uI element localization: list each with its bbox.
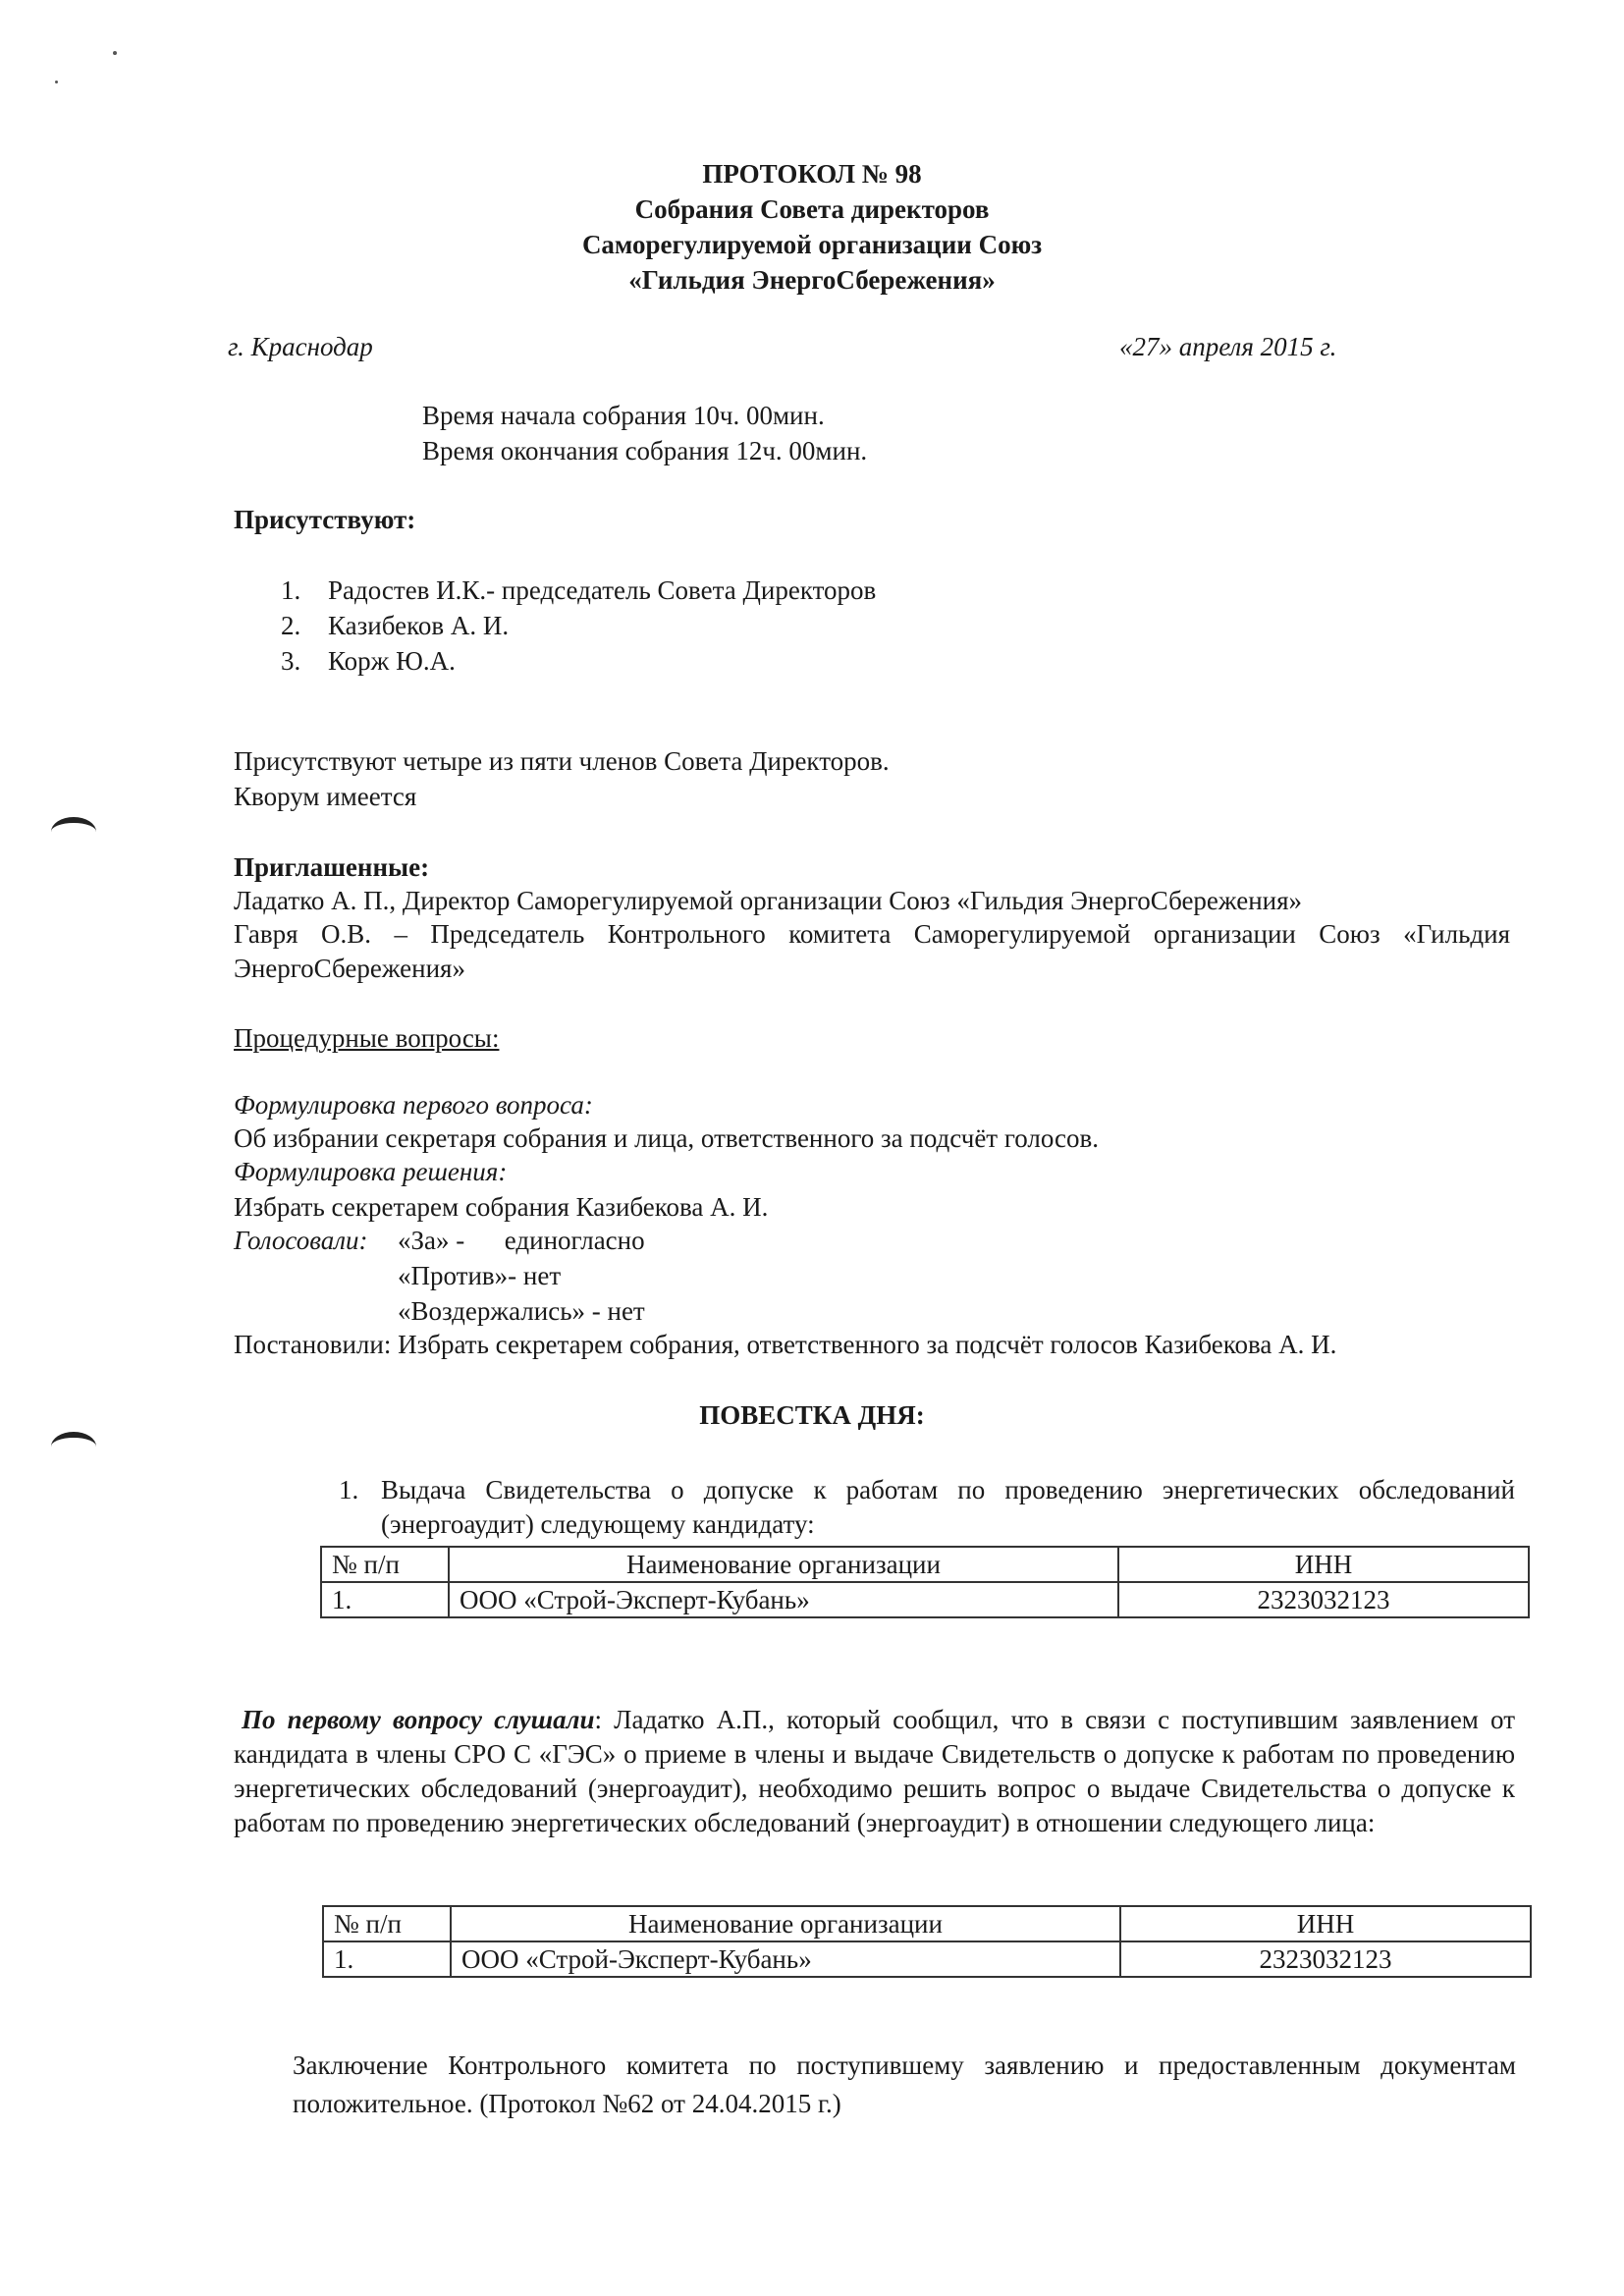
quorum-status: Кворум имеется bbox=[234, 782, 417, 811]
candidate-table bbox=[320, 1546, 1530, 1618]
table-header-cell: Наименование организации bbox=[451, 1906, 1120, 1941]
procedural-heading: Процедурные вопросы: bbox=[234, 1023, 500, 1053]
table-cell: 1. bbox=[323, 1941, 451, 1977]
agenda-heading: ПОВЕСТКА ДНЯ: bbox=[699, 1400, 925, 1430]
heard-text: : Ладатко А.П., который сообщил, что в связи с поступившим заявлением от кандидата в члены СРО С «ГЭС» о приеме в члены и выдаче Свидетельств о допуске к работам по проведению энергетических обследований (энергоаудит), необходимо решить вопрос о выдаче Свидетельства о допуске к работам по проведению энергетических обследований (энергоаудит) в отношении следующего лица: bbox=[234, 1705, 1515, 1838]
table-header-cell: Наименование организации bbox=[449, 1547, 1118, 1582]
present-list-item bbox=[281, 574, 876, 608]
table-cell: ООО «Строй-Эксперт-Кубань» bbox=[449, 1582, 1118, 1617]
scan-speck bbox=[55, 81, 58, 83]
invited-person-2: Гавря О.В. – Председатель Контрольного комитета Саморегулируемой организации Союз «Гильдия ЭнергоСбережения» bbox=[234, 919, 1510, 984]
meeting-place: г. Краснодар bbox=[228, 332, 373, 361]
list-text: Радостев И.К.- председатель Совета Директоров bbox=[328, 575, 877, 605]
meeting-start-time: Время начала собрания 10ч. 00мин. bbox=[422, 401, 825, 430]
table-header-cell: ИНН bbox=[1118, 1547, 1529, 1582]
meeting-date: «27» апреля 2015 г. bbox=[1119, 332, 1337, 361]
table-header-cell: ИНН bbox=[1120, 1906, 1531, 1941]
decision-label: Формулировка решения: bbox=[234, 1157, 508, 1186]
vote-for: «За» - единогласно bbox=[398, 1226, 645, 1255]
table-header-cell: № п/п bbox=[323, 1906, 451, 1941]
present-heading: Присутствуют: bbox=[234, 505, 416, 534]
heard-paragraph bbox=[234, 1703, 1515, 1840]
table-row bbox=[323, 1941, 1531, 1977]
meeting-end-time: Время окончания собрания 12ч. 00мин. bbox=[422, 436, 868, 465]
present-list-item bbox=[281, 644, 456, 679]
scan-speck bbox=[113, 51, 117, 55]
heard-label: По первому вопросу слушали bbox=[242, 1705, 595, 1734]
vote-abstain: «Воздержались» - нет bbox=[398, 1296, 645, 1326]
table-row bbox=[321, 1582, 1529, 1617]
question-text: Об избрании секретаря собрания и лица, ответственного за подсчёт голосов. bbox=[234, 1123, 1100, 1153]
list-number: 3. bbox=[281, 646, 301, 676]
candidate-table-second bbox=[322, 1905, 1532, 1978]
table-cell: ООО «Строй-Эксперт-Кубань» bbox=[451, 1941, 1120, 1977]
list-text: Казибеков А. И. bbox=[328, 611, 510, 640]
list-number: 1. bbox=[281, 575, 301, 605]
vote-against: «Против»- нет bbox=[398, 1261, 562, 1290]
agenda-item-number: 1. bbox=[339, 1475, 359, 1504]
protocol-subtitle: Собрания Совета директоров bbox=[634, 194, 990, 224]
punch-hole-mark bbox=[51, 817, 96, 847]
question-label: Формулировка первого вопроса: bbox=[234, 1090, 593, 1120]
table-cell: 1. bbox=[321, 1582, 449, 1617]
punch-hole-mark bbox=[51, 1432, 96, 1461]
voted-label: Голосовали: bbox=[234, 1226, 368, 1255]
protocol-organization-name: «Гильдия ЭнергоСбережения» bbox=[628, 265, 996, 295]
list-number: 2. bbox=[281, 611, 301, 640]
invited-heading: Приглашенные: bbox=[234, 852, 430, 882]
table-header-row bbox=[323, 1906, 1531, 1941]
conclusion-text: Заключение Контрольного комитета по поступившему заявлению и предоставленным документам положительное. (Протокол №62 от 24.04.2015 г.) bbox=[293, 2050, 1516, 2119]
quorum-text: Присутствуют четыре из пяти членов Совета Директоров. bbox=[234, 746, 890, 776]
present-list-item bbox=[281, 609, 509, 643]
agenda-item-text: Выдача Свидетельства о допуске к работам по проведению энергетических обследований (энергоаудит) следующему кандидату: bbox=[381, 1475, 1515, 1540]
list-text: Корж Ю.А. bbox=[328, 646, 456, 676]
table-header-row bbox=[321, 1547, 1529, 1582]
protocol-title: ПРОТОКОЛ № 98 bbox=[702, 159, 922, 189]
protocol-organization: Саморегулируемой организации Союз bbox=[581, 230, 1043, 259]
table-cell: 2323032123 bbox=[1120, 1941, 1531, 1977]
table-cell: 2323032123 bbox=[1118, 1582, 1529, 1617]
decision-text: Избрать секретарем собрания Казибекова А. И. bbox=[234, 1192, 769, 1222]
resolved-text: Постановили: Избрать секретарем собрания, ответственного за подсчёт голосов Казибекова А. И. bbox=[234, 1330, 1337, 1359]
table-header-cell: № п/п bbox=[321, 1547, 449, 1582]
invited-person-1: Ладатко А. П., Директор Саморегулируемой организации Союз «Гильдия ЭнергоСбережения» bbox=[234, 886, 1303, 915]
